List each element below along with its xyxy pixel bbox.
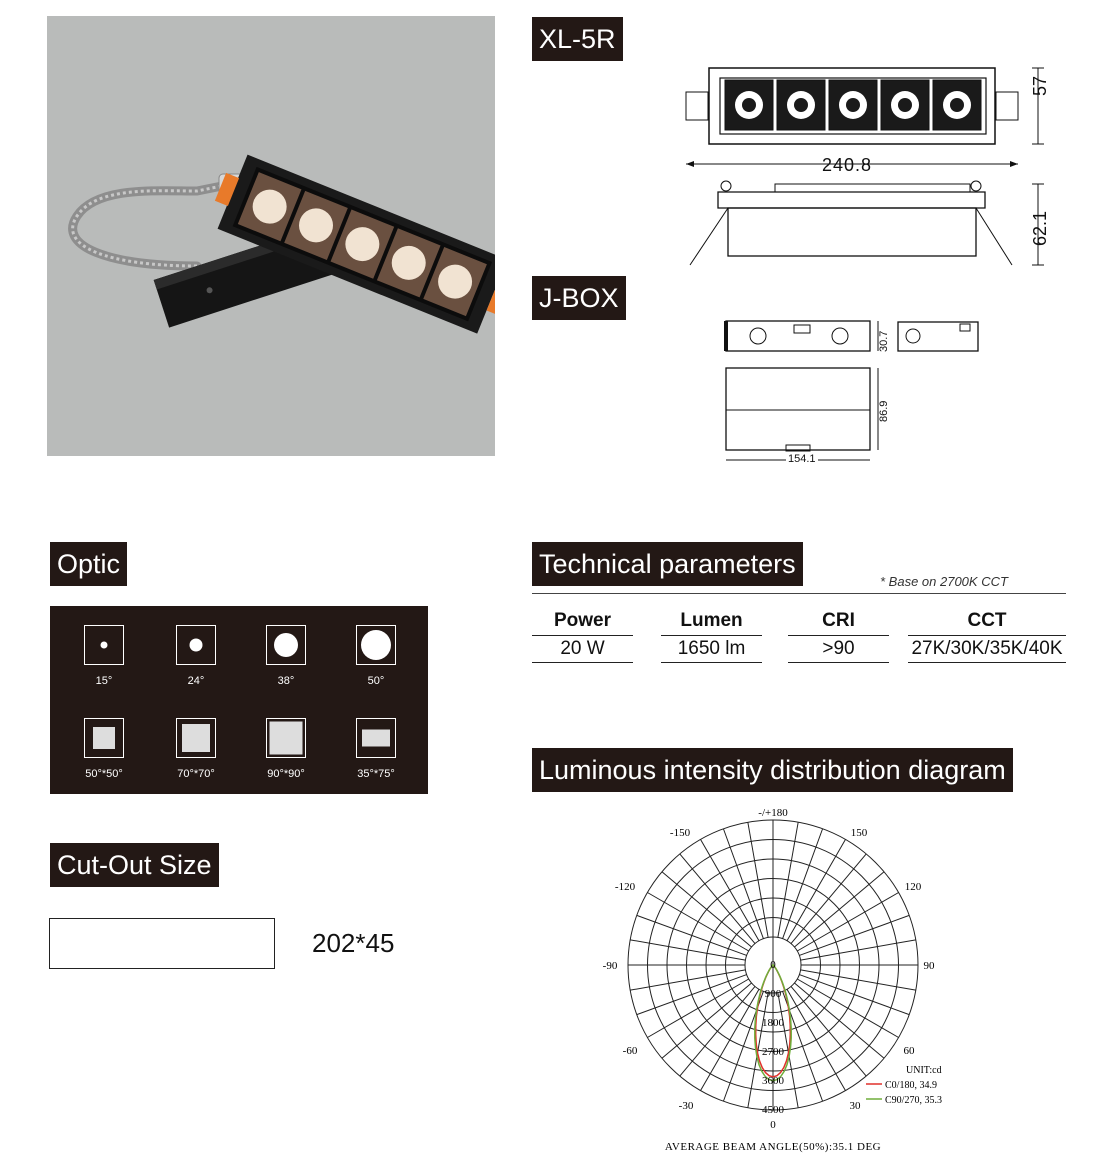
product-photo — [47, 16, 495, 456]
param-cri-value: >90 — [788, 636, 889, 663]
jbox-length-label: 154.1 — [788, 453, 816, 465]
angle-label-p30: 30 — [849, 1100, 861, 1112]
product-illustration — [47, 16, 495, 456]
angle-label-p120: 120 — [904, 881, 922, 893]
angle-label-top: -/+180 — [758, 807, 788, 819]
polar-spoke — [662, 872, 752, 947]
polar-spoke — [787, 989, 846, 1090]
param-power — [532, 607, 633, 663]
polar-spoke — [701, 839, 760, 940]
model-tag: XL-5R — [532, 17, 623, 61]
ring-label-4500: 4500 — [762, 1104, 784, 1116]
optic-option-38: 38° — [256, 625, 316, 687]
polar-spoke — [791, 986, 866, 1076]
ring-label-3600: 3600 — [762, 1075, 784, 1087]
jbox-tag: J-BOX — [532, 276, 626, 320]
polar-spoke — [662, 983, 752, 1058]
polar-spoke — [799, 975, 909, 1015]
polar-spoke — [680, 986, 755, 1076]
ring-label-900: 900 — [764, 988, 782, 1000]
param-cct-value: 27K/30K/35K/40K — [908, 636, 1066, 663]
angle-label-p60: 60 — [903, 1045, 915, 1057]
angle-label-n150: -150 — [669, 827, 691, 839]
jbox-width-label: 86.9 — [878, 400, 890, 422]
polar-spoke — [797, 979, 898, 1038]
polar-spoke — [647, 893, 748, 952]
optic-option-24: 24° — [166, 625, 226, 687]
beam-angle-footer: AVERAGE BEAM ANGLE(50%):35.1 DEG — [664, 1141, 882, 1153]
optic-option-15: 15° — [74, 625, 134, 687]
diagram-tag: Luminous intensity distribution diagram — [532, 748, 1013, 792]
param-lumen-header: Lumen — [661, 607, 762, 636]
polar-spoke — [794, 872, 884, 947]
optic-option-70x70: 70°*70° — [166, 718, 226, 780]
ring-label-1800: 1800 — [762, 1017, 784, 1029]
width-dimension-label: 240.8 — [822, 155, 873, 175]
polar-spoke — [637, 915, 747, 955]
jbox-height-label: 30.7 — [878, 330, 890, 352]
param-power-header: Power — [532, 607, 633, 636]
polar-spoke — [799, 915, 909, 955]
technical-tag: Technical parameters — [532, 542, 803, 586]
angle-label-p150: 150 — [850, 827, 868, 839]
angle-label-n120: -120 — [614, 881, 636, 893]
ring-label-2700: 2700 — [762, 1046, 784, 1058]
polar-spoke — [701, 989, 760, 1090]
param-lumen — [661, 607, 762, 663]
optic-option-35x75: 35°*75° — [346, 718, 406, 780]
polar-diagram — [580, 800, 980, 1160]
height-dimension-label: 57 — [1030, 75, 1050, 96]
param-cct — [908, 607, 1066, 663]
technical-divider — [532, 593, 1066, 594]
angle-label-p90: 90 — [923, 960, 935, 972]
angle-label-n60: -60 — [622, 1045, 638, 1057]
cutout-tag: Cut-Out Size — [50, 843, 219, 887]
param-cri-header: CRI — [788, 607, 889, 636]
angle-label-n30: -30 — [678, 1100, 694, 1112]
param-cct-header: CCT — [908, 607, 1066, 636]
legend-label-c90: C90/270, 35.3 — [885, 1095, 942, 1106]
depth-dimension-label: 62.1 — [1030, 210, 1050, 246]
polar-spoke — [637, 975, 747, 1015]
legend-label-c0: C0/180, 34.9 — [885, 1080, 937, 1091]
ring-label-0: 0 — [770, 959, 776, 971]
polar-spoke — [797, 893, 898, 952]
optic-option-50: 50° — [346, 625, 406, 687]
polar-spoke — [787, 839, 846, 940]
jbox-dimension-drawing — [720, 318, 985, 468]
polar-spoke — [680, 854, 755, 944]
param-power-value: 20 W — [532, 636, 633, 663]
param-lumen-value: 1650 lm — [661, 636, 762, 663]
optic-tag: Optic — [50, 542, 127, 586]
polar-spoke — [723, 829, 763, 939]
cutout-outline — [49, 918, 275, 969]
polar-spoke — [791, 854, 866, 944]
polar-spoke — [783, 829, 823, 939]
cutout-value: 202*45 — [312, 928, 395, 958]
optic-option-50x50: 50°*50° — [74, 718, 134, 780]
technical-note: * Base on 2700K CCT — [880, 574, 1008, 589]
optic-option-90x90: 90°*90° — [256, 718, 316, 780]
unit-label: UNIT:cd — [906, 1065, 942, 1076]
param-cri — [788, 607, 889, 663]
angle-label-n90: -90 — [602, 960, 618, 972]
angle-label-bottom: 0 — [770, 1119, 776, 1131]
optic-panel — [50, 606, 428, 794]
polar-spoke — [794, 983, 884, 1058]
polar-spoke — [647, 979, 748, 1038]
